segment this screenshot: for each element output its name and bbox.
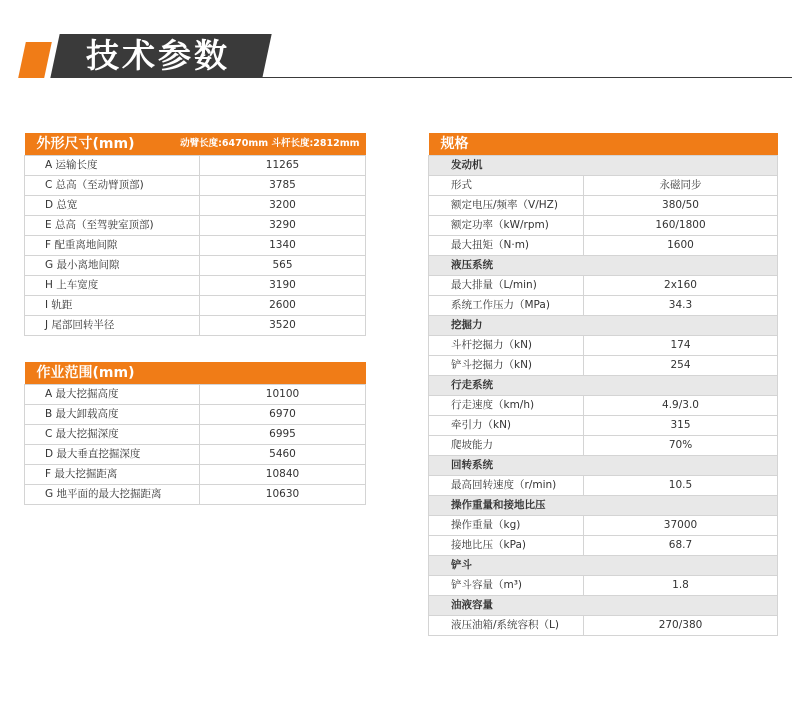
row-value: 5460 [200,445,366,465]
row-value: 270/380 [584,616,778,636]
row-label: 铲斗容量（m³) [429,576,584,596]
row-value: 380/50 [584,196,778,216]
row-value: 3785 [200,176,366,196]
table-row [25,256,366,276]
row-label: 爬坡能力 [429,436,584,456]
row-label: E 总高（至驾驶室顶部) [25,216,200,236]
row-label: G 最小离地间隙 [25,256,200,276]
row-value: 70% [584,436,778,456]
table-row [429,516,778,536]
specs-table [428,133,778,636]
table-row [25,445,366,465]
row-label: H 上车宽度 [25,276,200,296]
row-value: 11265 [200,156,366,176]
header-rule [262,77,792,78]
row-label: 操作重量（kg) [429,516,584,536]
section-title: 铲斗 [429,556,778,576]
table-row [429,356,778,376]
table-row [429,476,778,496]
table-row [429,436,778,456]
working-range-title: 作业范围(mm) [36,365,135,381]
table-row [429,216,778,236]
row-value: 10100 [200,385,366,405]
table-row [25,465,366,485]
row-value: 10630 [200,485,366,505]
header-banner [0,0,792,100]
row-label: 额定功率（kW/rpm) [429,216,584,236]
table-row [429,416,778,436]
table-row [429,296,778,316]
row-value: 68.7 [584,536,778,556]
table-row [25,296,366,316]
row-label: C 总高（至动臂顶部) [25,176,200,196]
working-range-table [24,362,366,505]
row-value: 10840 [200,465,366,485]
row-label: 系统工作压力（MPa) [429,296,584,316]
table-row [25,316,366,336]
row-value: 永磁同步 [584,176,778,196]
row-value: 10.5 [584,476,778,496]
table-row [25,485,366,505]
table-row [429,576,778,596]
section-header [429,556,778,576]
row-value: 1.8 [584,576,778,596]
row-value: 315 [584,416,778,436]
row-value: 565 [200,256,366,276]
row-value: 6970 [200,405,366,425]
row-label: 额定电压/频率（V/HZ) [429,196,584,216]
section-header [429,496,778,516]
row-value: 3200 [200,196,366,216]
row-label: 最大排量（L/min) [429,276,584,296]
table-row [25,405,366,425]
row-label: 斗杆挖掘力（kN) [429,336,584,356]
row-value: 37000 [584,516,778,536]
row-label: 牵引力（kN) [429,416,584,436]
accent-bar [18,42,52,78]
dimensions-title: 外形尺寸(mm) [36,136,135,152]
row-label: A 最大挖掘高度 [25,385,200,405]
table-row [25,425,366,445]
dimensions-header [25,133,366,156]
row-value: 1340 [200,236,366,256]
row-value: 6995 [200,425,366,445]
section-header [429,596,778,616]
section-title: 回转系统 [429,456,778,476]
row-value: 2x160 [584,276,778,296]
row-value: 3520 [200,316,366,336]
section-header [429,156,778,176]
table-row [429,236,778,256]
section-title: 油液容量 [429,596,778,616]
row-value: 1600 [584,236,778,256]
row-label: F 最大挖掘距离 [25,465,200,485]
section-header [429,316,778,336]
row-label: D 最大垂直挖掘深度 [25,445,200,465]
row-value: 2600 [200,296,366,316]
table-row [25,276,366,296]
section-title: 行走系统 [429,376,778,396]
table-row [429,176,778,196]
specs-title: 规格 [440,136,469,152]
dimensions-note: 动臂长度:6470mm 斗杆长度:2812mm [180,138,360,149]
table-row [429,396,778,416]
row-label: 铲斗挖掘力（kN) [429,356,584,376]
section-title: 挖掘力 [429,316,778,336]
row-label: 最高回转速度（r/min) [429,476,584,496]
row-label: D 总宽 [25,196,200,216]
row-label: 形式 [429,176,584,196]
row-value: 3290 [200,216,366,236]
table-row [25,156,366,176]
row-value: 174 [584,336,778,356]
dimensions-table [24,133,366,336]
row-label: I 轨距 [25,296,200,316]
row-label: 最大扭矩（N·m) [429,236,584,256]
section-title: 操作重量和接地比压 [429,496,778,516]
row-value: 254 [584,356,778,376]
row-label: 液压油箱/系统容积（L) [429,616,584,636]
row-label: B 最大卸载高度 [25,405,200,425]
row-value: 34.3 [584,296,778,316]
specs-header [429,133,778,156]
section-header [429,256,778,276]
row-label: 接地比压（kPa) [429,536,584,556]
section-header [429,376,778,396]
table-row [429,196,778,216]
row-label: A 运输长度 [25,156,200,176]
table-row [25,176,366,196]
table-row [429,536,778,556]
row-label: G 地平面的最大挖掘距离 [25,485,200,505]
table-row [25,236,366,256]
working-range-header [25,362,366,385]
row-label: C 最大挖掘深度 [25,425,200,445]
row-label: 行走速度（km/h) [429,396,584,416]
table-row [25,216,366,236]
section-header [429,456,778,476]
table-row [25,385,366,405]
table-row [429,336,778,356]
row-value: 160/1800 [584,216,778,236]
row-label: F 配重离地间隙 [25,236,200,256]
page-title: 技术参数 [86,36,230,75]
row-label: J 尾部回转半径 [25,316,200,336]
row-value: 4.9/3.0 [584,396,778,416]
row-value: 3190 [200,276,366,296]
table-row [25,196,366,216]
section-title: 液压系统 [429,256,778,276]
table-row [429,616,778,636]
section-title: 发动机 [429,156,778,176]
table-row [429,276,778,296]
